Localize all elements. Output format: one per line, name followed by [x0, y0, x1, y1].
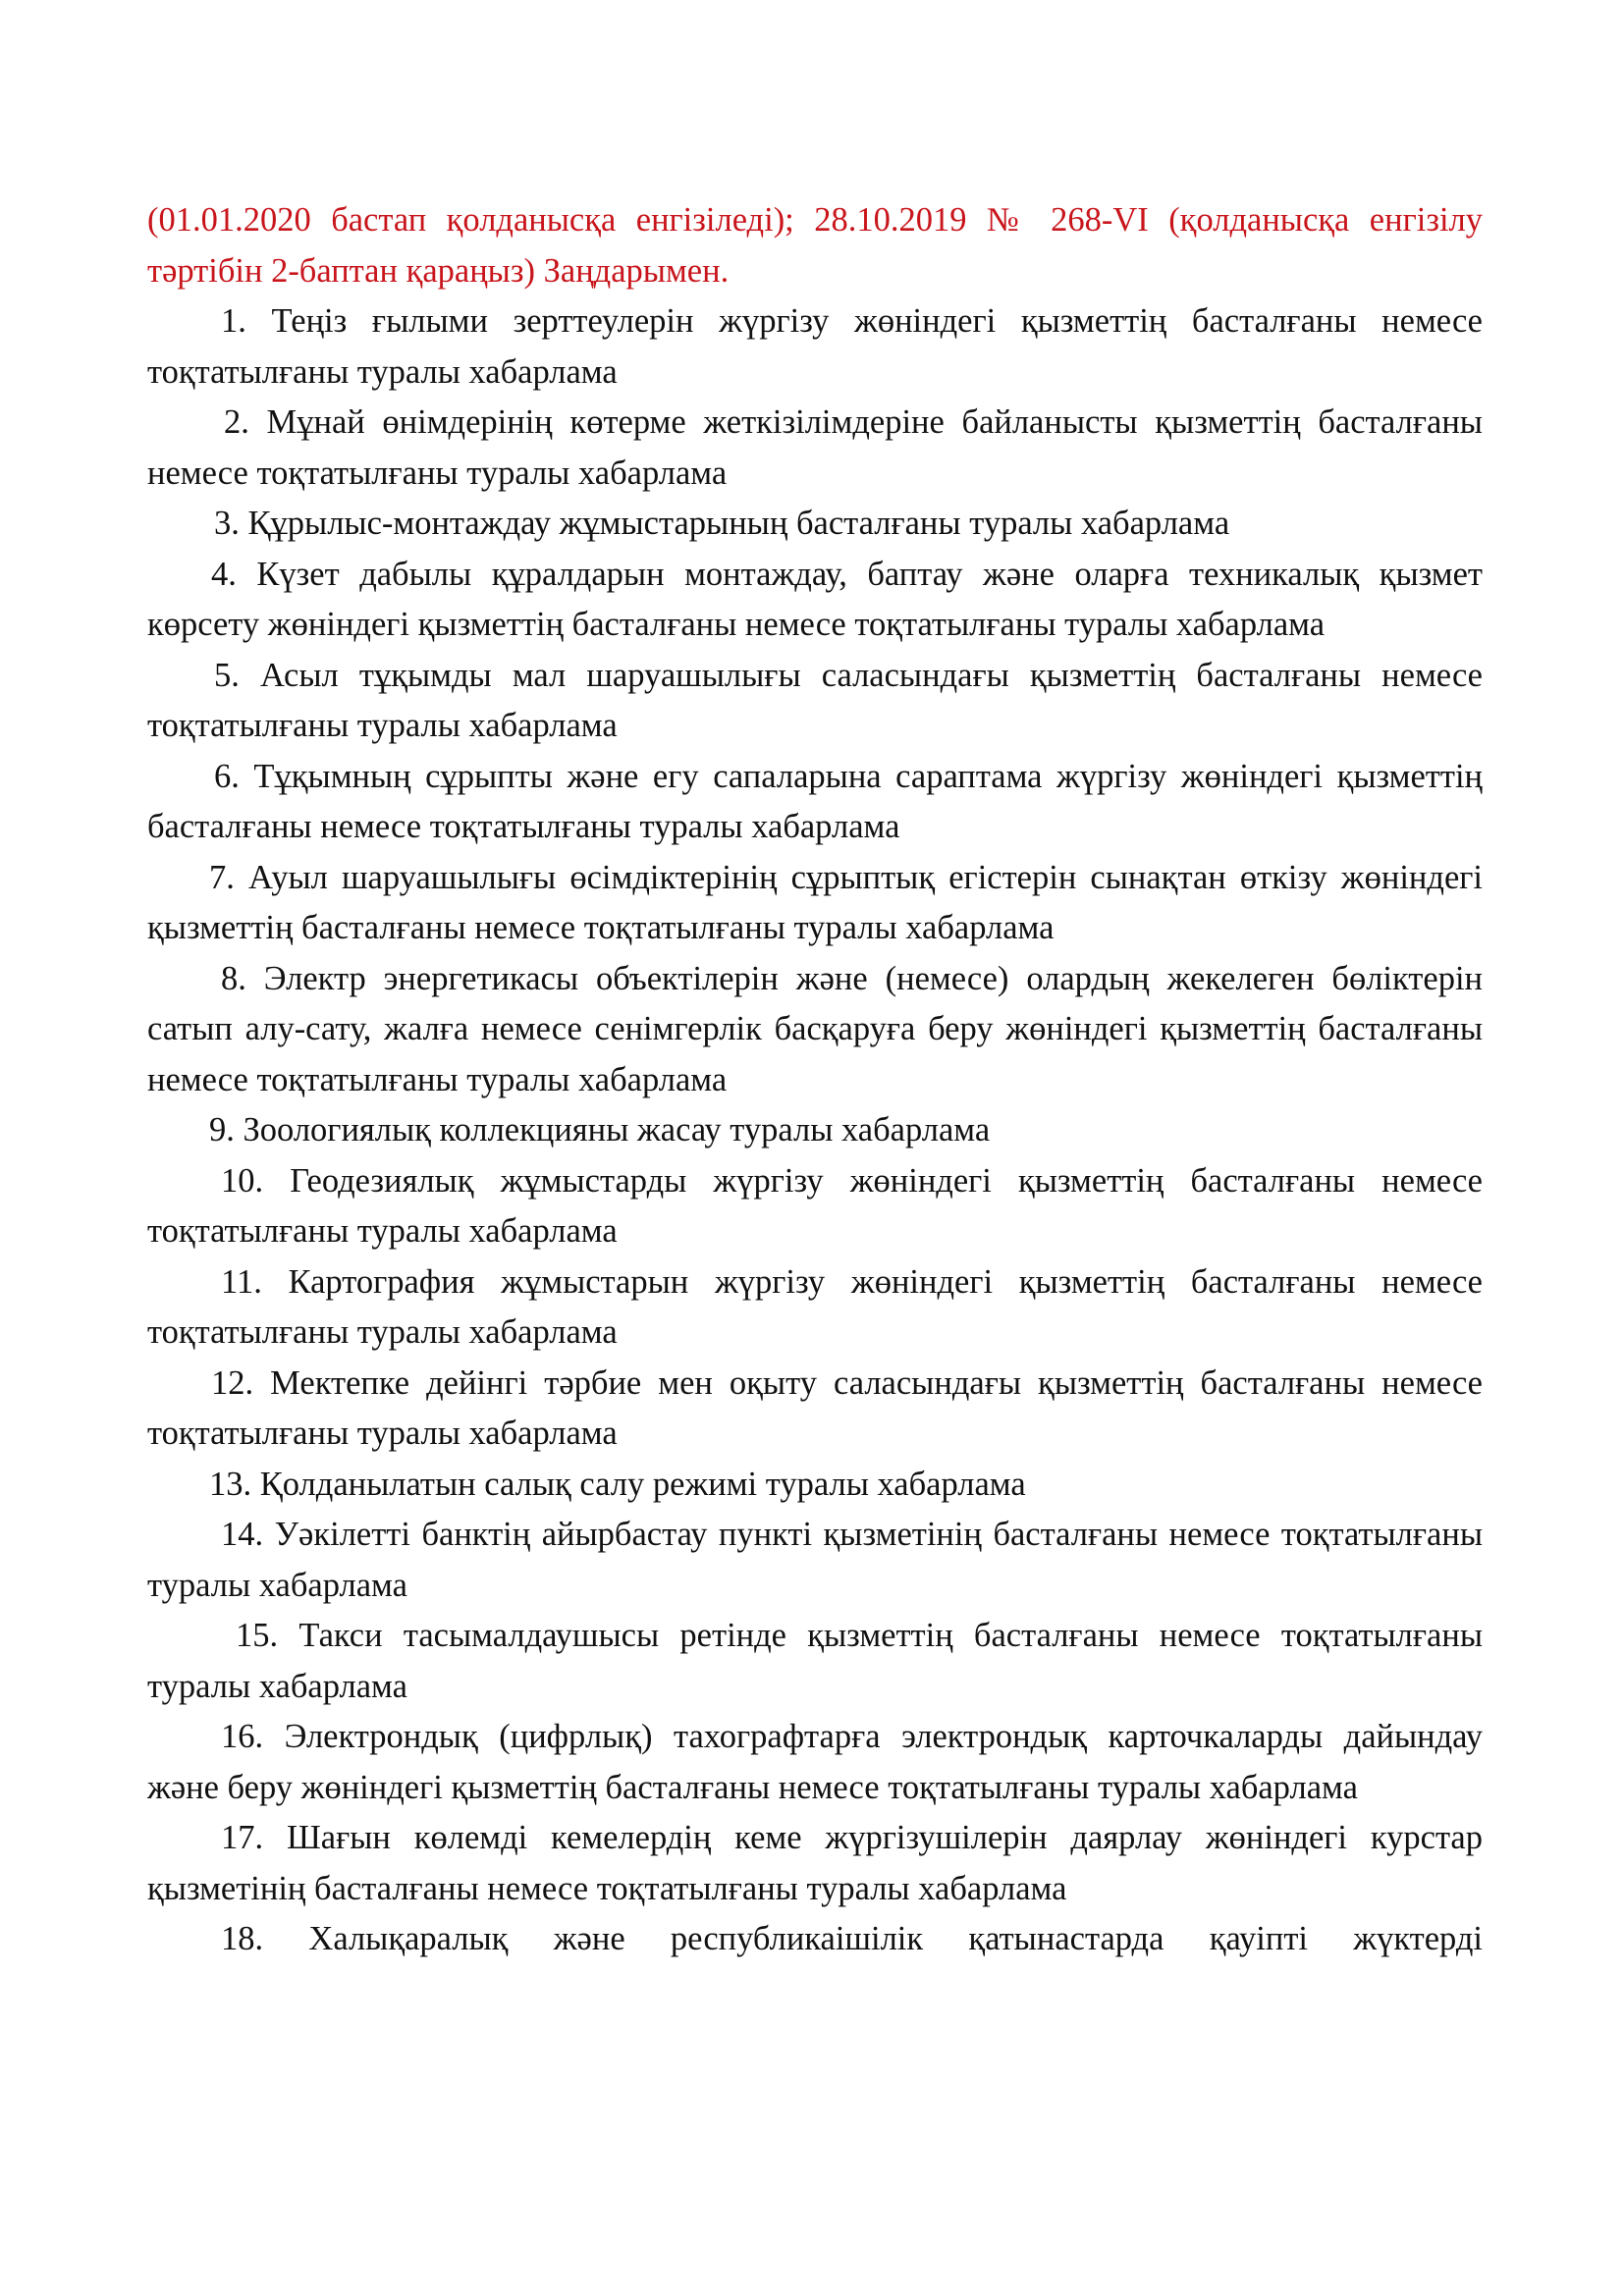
- list-item-1: 1. Теңіз ғылыми зерттеулерін жүргізу жөніндегі қызметтің басталғаны немесе тоқтатылғаны туралы хабарлама: [147, 302, 1483, 391]
- list-item-11: 11. Картография жұмыстарын жүргізу жөніндегі қызметтің басталғаны немесе тоқтатылғаны туралы хабарлама: [147, 1262, 1483, 1351]
- list-item-14: 14. Уәкілетті банктің айырбастау пункті қызметінің басталғаны немесе тоқтатылғаны туралы хабарлама: [147, 1516, 1483, 1604]
- list-item-8: 8. Электр энергетикасы объектілерін және (немесе) олардың жекелеген бөліктерін сатып алу-сату, жалға немесе сенімгерлік басқаруға беру жөніндегі қызметтің басталғаны немесе тоқтатылғаны туралы хабарлама: [147, 959, 1483, 1098]
- list-item-4: 4. Күзет дабылы құралдарын монтаждау, баптау және оларға техникалық қызмет көрсету жөніндегі қызметтің басталғаны немесе тоқтатылғаны туралы хабарлама: [147, 555, 1483, 643]
- list-item-5: 5. Асыл тұқымды мал шаруашылығы саласындағы қызметтің басталғаны немесе тоқтатылғаны туралы хабарлама: [147, 656, 1483, 744]
- list-item-9: 9. Зоологиялық коллекцияны жасау туралы хабарлама: [209, 1111, 991, 1148]
- list-item-15: 15. Такси тасымалдаушысы ретінде қызметтің басталғаны немесе тоқтатылғаны туралы хабарлама: [147, 1617, 1483, 1705]
- list-item-2: 2. Мұнай өнімдерінің көтерме жеткізілімдеріне байланысты қызметтің басталғаны немесе тоқтатылғаны туралы хабарлама: [147, 403, 1483, 492]
- list-item-13: 13. Қолданылатын салық салу режимі туралы хабарлама: [209, 1465, 1026, 1503]
- list-item-6: 6. Тұқымның сұрыпты және егу сапаларына сараптама жүргізу жөніндегі қызметтің басталғаны немесе тоқтатылғаны туралы хабарлама: [147, 757, 1483, 845]
- document-page: [147, 195, 1483, 1965]
- amendment-note: (01.01.2020 бастап қолданысқа енгізіледі); 28.10.2019 № 268-VI (қолданысқа енгізілу тәртібін 2-баптан қараңыз) Заңдарымен.: [147, 201, 1483, 290]
- list-item-17: 17. Шағын көлемді кемелердің кеме жүргізушілерін даярлау жөніндегі курстар қызметінің басталғаны немесе тоқтатылғаны туралы хабарлама: [147, 1819, 1483, 1907]
- list-item-12: 12. Мектепке дейінгі тәрбие мен оқыту саласындағы қызметтің басталғаны немесе тоқтатылғаны туралы хабарлама: [147, 1363, 1483, 1452]
- list-item-10: 10. Геодезиялық жұмыстарды жүргізу жөніндегі қызметтің басталғаны немесе тоқтатылғаны туралы хабарлама: [147, 1161, 1483, 1250]
- list-item-3: 3. Құрылыс-монтаждау жұмыстарының басталғаны туралы хабарлама: [214, 505, 1230, 542]
- list-item-7: 7. Ауыл шаруашылығы өсімдіктерінің сұрыптық егістерін сынақтан өткізу жөніндегі қызметтің басталғаны немесе тоқтатылғаны туралы хабарлама: [147, 858, 1483, 946]
- list-item-16: 16. Электрондық (цифрлық) тахографтарға электрондық карточкаларды дайындау және беру жөніндегі қызметтің басталғаны немесе тоқтатылғаны туралы хабарлама: [147, 1718, 1483, 1806]
- list-item-18: 18. Халықаралық және республикаішілік қатынастарда қауіпті жүктерді: [221, 1920, 1483, 1957]
